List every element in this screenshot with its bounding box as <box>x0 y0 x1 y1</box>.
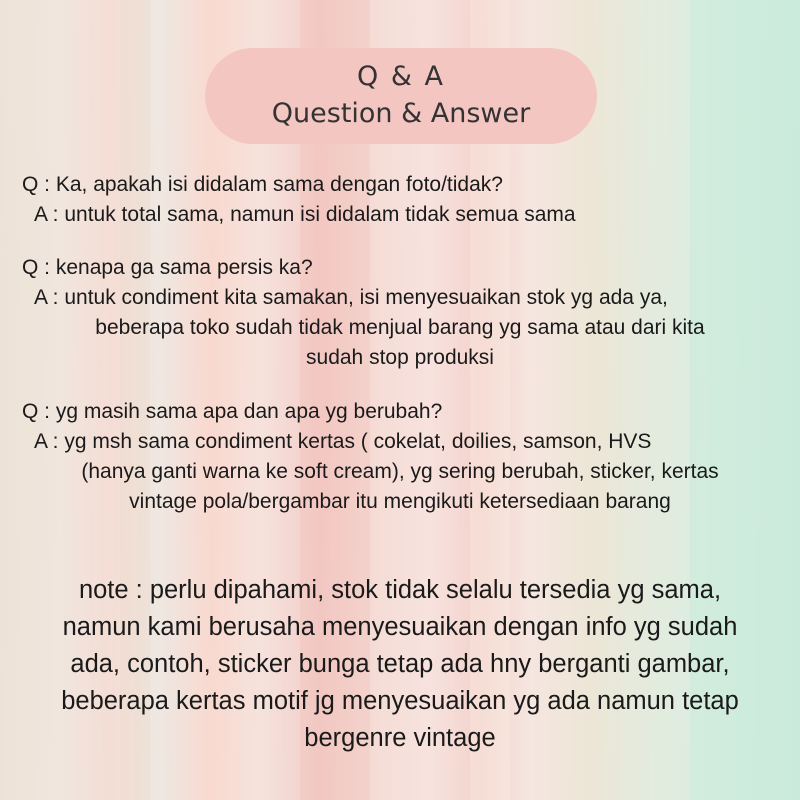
header-subtitle: Question & Answer <box>271 98 531 129</box>
note-line: bergenre vintage <box>304 724 496 752</box>
qa-item <box>0 170 800 230</box>
answer-text: A : untuk total sama, namun isi didalam tidak semua sama <box>34 203 576 226</box>
qa-item <box>0 253 800 373</box>
answer-text-continued: (hanya ganti warna ke soft cream), yg sering berubah, sticker, kertas <box>81 460 719 483</box>
answer-text: A : untuk condiment kita samakan, isi menyesuaikan stok yg ada ya, <box>34 286 668 309</box>
note-line: ada, contoh, sticker bunga tetap ada hny berganti gambar, <box>70 650 730 678</box>
note-line: namun kami berusaha menyesuaikan dengan info yg sudah <box>62 613 738 641</box>
question-text: Q : yg masih sama apa dan apa yg berubah? <box>22 400 443 423</box>
answer-text-continued: sudah stop produksi <box>306 346 494 369</box>
answer-text-continued: beberapa toko sudah tidak menjual barang yg sama atau dari kita <box>95 316 705 339</box>
header-title: Q & A <box>357 61 445 92</box>
note-line: note : perlu dipahami, stok tidak selalu tersedia yg sama, <box>78 576 722 604</box>
answer-text-continued: vintage pola/bergambar itu mengikuti ketersediaan barang <box>129 490 671 513</box>
answer-text: A : yg msh sama condiment kertas ( cokelat, doilies, samson, HVS <box>34 430 652 453</box>
qa-item <box>0 397 800 517</box>
note-line: beberapa kertas motif jg menyesuaikan yg ada namun tetap <box>61 687 739 715</box>
note-paragraph <box>0 572 800 757</box>
question-text: Q : Ka, apakah isi didalam sama dengan foto/tidak? <box>22 173 503 196</box>
header-banner <box>205 48 597 144</box>
question-text: Q : kenapa ga sama persis ka? <box>22 256 313 279</box>
